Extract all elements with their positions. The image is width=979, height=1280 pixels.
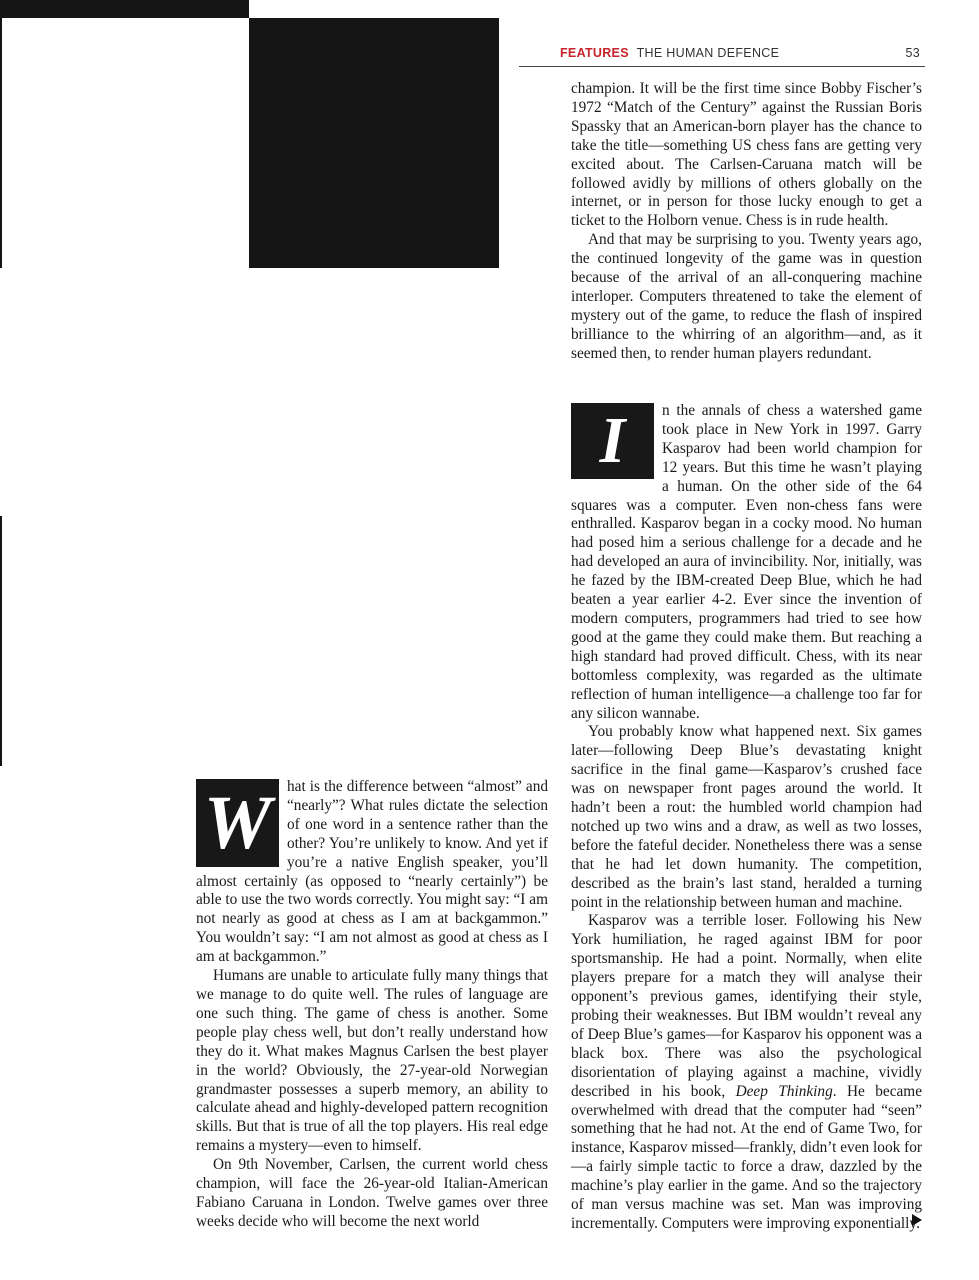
paragraph-text: . He became overwhelmed with dread that the computer had “seen” something that he had not. At the end of Game Two, for instance, Kasparov missed—frankly, didn’t even look for—a fairly simple tactic to force a draw, dazzled by the machine’s play earlier in the game. And so the trajectory of man versus machine was set. Man was improving incrementally. Computers were improving exponentially. <box>571 1082 922 1232</box>
paragraph <box>571 402 922 723</box>
chessboard-square-top-left <box>0 0 249 18</box>
border-line-lower <box>0 516 2 766</box>
border-line-upper <box>0 18 2 268</box>
right-column-top <box>571 80 922 364</box>
running-head <box>560 46 924 62</box>
paragraph-text: Kasparov was a terrible loser. Following his New York humiliation, he raged against IBM for poor sportsmanship. He had a point. Normally, when elite players prepare for a match they will analyse their opponent’s previous games, identifying their style, probing their weaknesses. But IBM wouldn’t reveal any of Deep Blue’s games—for Kasparov his opponent was a black box. There was also the psychological disorientation of playing against a machine, vividly described in his book, <box>571 912 922 1100</box>
paragraph-text: n the annals of chess a watershed game took place in New York in 1997. Garry Kasparov had been world champion for 12 years. But this time he wasn’t playing a human. On the other side of the 64 squares was a computer. Even non-chess fans were enthralled. Kasparov began in a cocky mood. No human had posed him a serious challenge for a decade and he had developed an aura of invincibility. Nor, initially, was he fazed by the IBM-created Deep Blue, which he had beaten a year earlier 4-2. Ever since the invention of modern computers, programmers had tried to see how good at the game they could make them. But reaching a high standard had proved difficult. Chess, with its near bottomless complexity, was regarded as the ultimate reflection of human intelligence—a challenge too far for any silicon wannabe. <box>571 402 922 722</box>
paragraph: And that may be surprising to you. Twenty years ago, the continued longevity of the game was in question because of the arrival of an all-conquering machine interloper. Computers threatened to take the element of mystery out of the game, to reduce the flash of inspired brilliance to the whirring of an algorithm—and, as it seemed then, to render human players redundant. <box>571 231 922 362</box>
paragraph-text: hat is the difference between “almost” and “nearly”? What rules dictate the selection of one word in a sentence rather than the other? You’re unlikely to know. And yet if you’re a native English speaker, you’ll almost certainly (as opposed to “nearly certainly”) be able to use the two words correctly. You might say: “I am not nearly as good at chess as I am at backgammon.” You wouldn’t say: “I am not almost as good at chess as I am at backgammon.” <box>196 778 548 966</box>
chessboard-square-large <box>249 18 499 268</box>
drop-cap-w: W <box>196 779 279 867</box>
paragraph <box>196 778 548 967</box>
paragraph: You probably know what happened next. Six games later—following Deep Blue’s devastating knight sacrifice in the final game—Kasparov’s crushed face was on newspaper front pages around the world. It hadn’t been a rout: the humbled world champion had notched up two wins and a draw, as well as two losses, before the fateful decider. Nonetheless there was a sense that he had let down humanity. The competition, described as the brain’s last stand, heralded a turning point in the relationship between human and machine. <box>571 723 922 911</box>
right-column-section <box>571 402 922 1234</box>
paragraph: Humans are unable to articulate fully many things that we manage to do quite well. The rules of language are one such thing. The game of chess is another. Some people play chess well, but don’t really understand how they do it. What makes Magnus Carlsen the best player in the world? Obviously, the 27-year-old Norwegian grandmaster possesses a superb memory, an ability to calculate ahead and highly-developed pattern recognition skills. But that is true of all the top players. His real edge remains a mystery—even to himself. <box>196 967 548 1155</box>
left-column <box>196 778 548 1232</box>
article-title: THE HUMAN DEFENCE <box>636 46 780 60</box>
paragraph: On 9th November, Carlsen, the current world chess champion, will face the 26-year-old Italian-American Fabiano Caruana in London. Twelve games over three weeks decide who will become the next world <box>196 1156 548 1230</box>
page-number: 53 <box>905 46 920 60</box>
triangle-right-icon <box>912 1214 922 1226</box>
header-rule <box>519 66 925 67</box>
drop-cap-i: I <box>571 403 654 479</box>
book-title: Deep Thinking <box>735 1082 833 1100</box>
paragraph: champion. It will be the first time since Bobby Fischer’s 1972 “Match of the Century” against the Russian Boris Spassky that an American-born player has the chance to take the title—something US chess fans are getting very excited about. The Carlsen-Caruana match will be followed avidly by millions of others globally on the internet, or in person for those lucky enough to get a ticket to the Holborn venue. Chess is in rude health. <box>571 80 922 230</box>
paragraph <box>571 912 922 1233</box>
section-label: FEATURES <box>560 46 629 60</box>
